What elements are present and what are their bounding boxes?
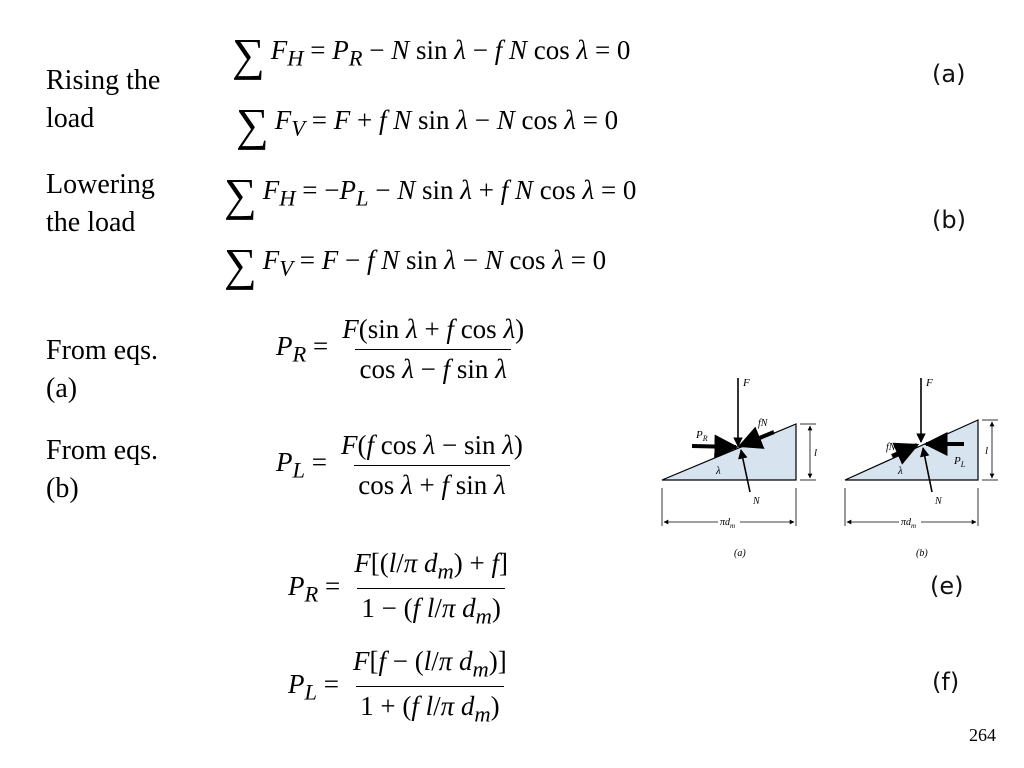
label-n-right: N [935, 496, 942, 507]
equation-sum-fv-lowering: ∑ $F_V = F - f$ N sin λ − N cos λ = 0 [224, 239, 607, 290]
equation-sum-fh-lowering: ∑ $F_H = -P_L - N$ sin λ + f N cos λ = 0 [224, 169, 637, 220]
label-from-eqs-a: From eqs. (a) [46, 335, 158, 404]
caption-b: (b) [916, 548, 928, 559]
equation-tag-a: (a) [932, 60, 966, 88]
label-pidm: $\pi d_m$ [720, 517, 736, 530]
force-pr-arrow [692, 446, 736, 447]
equation-pr-solution: $P_R$ = $\frac{\text{F(sin λ + f cos λ)}}{\text{cos λ − f sin λ}}$ [276, 314, 525, 384]
label-l-right: l [985, 445, 989, 457]
equation-tag-f: (f) [932, 668, 960, 696]
label-rising-load: Rising the load [46, 65, 161, 134]
label-fn-right: fN [886, 442, 896, 453]
label-l: l [814, 447, 818, 459]
label-fn: fN [758, 418, 768, 429]
label-lambda-right: λ [898, 465, 903, 477]
incline-triangle-right [845, 420, 978, 480]
label-pr: $P_R$ [696, 429, 708, 443]
equation-pl-lead: $P_L$ = $\frac{F[f - (l/\pi d_m)]}{1 + (f l/\pi d_m)}$ [288, 646, 507, 727]
equation-pl-solution: $P_L$ = $\frac{\text{F(f cos λ − sin λ)}}{\text{cos λ + f sin λ}}$ [276, 430, 523, 500]
equation-pr-lead: $P_R$ = $\frac{F[(l/\pi d_m) + f]}{1 - (f l/\pi d_m)}$ [288, 548, 509, 629]
caption-a: (a) [734, 548, 746, 559]
force-diagram [640, 368, 1000, 568]
label-pl: $P_L$ [954, 455, 966, 469]
page-number: 264 [969, 725, 996, 745]
diagram-raising [662, 377, 817, 559]
equation-sum-fv-rising: ∑ $F_V = F + f$ N sin λ − N cos λ = 0 [236, 99, 619, 150]
label-n: N [753, 496, 760, 507]
label-pidm-right: $\pi d_m$ [901, 517, 917, 530]
equation-tag-b: (b) [932, 206, 966, 234]
equation-sum-fh-rising: ∑ $F_H = P_R - N$ sin λ − f N cos λ = 0 [232, 29, 631, 80]
incline-triangle-left [662, 424, 796, 480]
label-f-right: F [926, 377, 933, 389]
label-lambda: λ [716, 465, 721, 477]
label-from-eqs-b: From eqs. (b) [46, 435, 158, 504]
label-f: F [743, 377, 750, 389]
equation-tag-e: (e) [930, 572, 964, 600]
diagram-lowering [845, 377, 998, 559]
label-lowering-load: Lowering the load [46, 169, 155, 238]
